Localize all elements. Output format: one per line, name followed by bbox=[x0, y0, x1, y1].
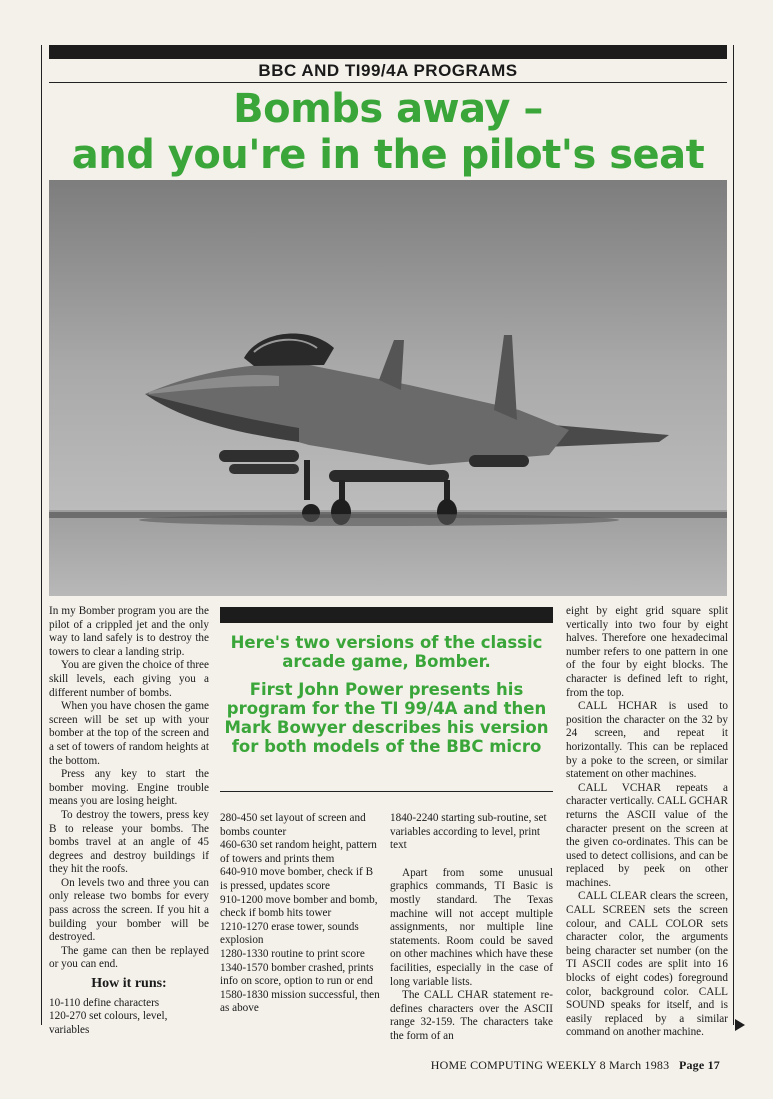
fighter-jet-photo bbox=[49, 180, 727, 596]
paragraph: CALL CLEAR clears the screen, CALL SCREEN sets the screen colour, and CALL COLOR sets character color, the arguments being character set number (on the TI ASCII codes are split into 16 blocks of eight codes) foreground color, background color. CALL SOUND speaks for itself, and is easily replaced by a similar command on another machine. bbox=[566, 890, 728, 1039]
paragraph: When you have chosen the game screen will be set up with your bomber at the top of the screen and a set of towers of random heights at the bottom. bbox=[49, 700, 210, 767]
headline-line-1: Bombs away – bbox=[233, 86, 543, 132]
callout-paragraph: First John Power presents his program for the TI 99/4A and then Mark Bowyer describes his version for both models of the BBC micro bbox=[224, 680, 549, 756]
page-footer bbox=[380, 1058, 720, 1073]
callout-paragraph: Here's two versions of the classic arcade game, Bomber. bbox=[230, 633, 543, 671]
listing-line: 1840-2240 starting sub-routine, set variables according to level, print text bbox=[390, 812, 547, 852]
listing-line: 1210-1270 erase tower, sounds explosion bbox=[220, 920, 359, 947]
section-heading: BBC AND TI99/4A PROGRAMS bbox=[49, 60, 727, 83]
page-number: Page 17 bbox=[678, 1058, 720, 1072]
paragraph: You are given the choice of three skill levels, each giving you a different number of bombs. bbox=[49, 659, 209, 699]
paragraph: To destroy the towers, press key B to release your bombs. The bombs travel at an angle of 45 degrees and destroy buildings if they hit the roofs. bbox=[49, 808, 209, 876]
column-3 bbox=[390, 812, 553, 1044]
listing-line: 1580-1830 mission successful, then as above bbox=[220, 988, 380, 1015]
listing-line: 910-1200 move bomber and bomb, check if bomb hits tower bbox=[220, 893, 378, 920]
headline-line-2: and you're in the pilot's seat bbox=[71, 132, 705, 178]
intro-callout bbox=[220, 607, 553, 792]
listing-line: 10-110 define characters bbox=[49, 996, 160, 1009]
listing-line: 120-270 set colours, level, variables bbox=[49, 1010, 168, 1036]
callout-black-bar bbox=[220, 607, 553, 623]
column-1 bbox=[49, 605, 209, 1037]
top-black-bar bbox=[49, 45, 727, 59]
paragraph: CALL HCHAR is used to position the character on the 32 by 24 screen, and repeat it horizontally. This can be replaced by a poke to the screen, or similar statement on other machines. bbox=[566, 700, 728, 781]
listing-line: 1280-1330 routine to print score bbox=[220, 947, 365, 960]
listing-line: 1340-1570 bomber crashed, prints info on score, option to run or end bbox=[220, 961, 374, 988]
jet-illustration bbox=[49, 180, 727, 596]
paragraph: The game can then be replayed or you can end. bbox=[49, 944, 209, 971]
continue-arrow-icon bbox=[735, 1019, 745, 1031]
publication-name: HOME COMPUTING WEEKLY 8 March 1983 bbox=[430, 1058, 670, 1072]
column-4 bbox=[566, 605, 728, 1040]
callout-text bbox=[220, 633, 553, 765]
left-column-rule bbox=[41, 45, 42, 1025]
paragraph: On levels two and three you can only release two bombs for every pass across the screen. If you hit a building your bomber will be destroyed. bbox=[49, 876, 209, 944]
right-column-rule bbox=[733, 45, 734, 1025]
listing-line: 640-910 move bomber, check if B is pressed, updates score bbox=[220, 866, 374, 892]
how-it-runs-heading: How it runs: bbox=[91, 976, 167, 992]
paragraph: eight by eight grid square split vertically into two four by eight halves. Therefore one hexadecimal number refers to one pattern in one of the four by eight blocks. The character is defined left to right, from the top. bbox=[566, 605, 728, 699]
column-2 bbox=[220, 812, 380, 1016]
listing-line: 280-450 set layout of screen and bombs counter bbox=[220, 812, 366, 838]
listing-line: 460-630 set random height, pattern of towers and prints them bbox=[220, 839, 377, 865]
paragraph: CALL VCHAR repeats a character vertically. CALL GCHAR returns the ASCII value of the character present on the screen at the given co-ordinates. This can be used to detect collisions, and can be replaced by peek on other machines. bbox=[566, 781, 728, 889]
paragraph: Press any key to start the bomber moving. Engine trouble means you are losing height. bbox=[49, 768, 209, 808]
article-headline bbox=[49, 86, 727, 178]
paragraph: Apart from some unusual graphics commands, TI Basic is mostly standard. The Texas machine will not accept multiple assignments, nor multiple line statements. Room could be saved on other machines which have these facilities, especially in the case of long variable lists. bbox=[390, 866, 553, 988]
callout-rule bbox=[220, 791, 553, 792]
paragraph: In my Bomber program you are the pilot of a crippled jet and the only way to land safely is to destroy the towers to clear a landing strip. bbox=[49, 605, 209, 658]
paragraph: The CALL CHAR statement re-defines characters over the ASCII range 32-159. The characters take the form of an bbox=[390, 989, 553, 1042]
